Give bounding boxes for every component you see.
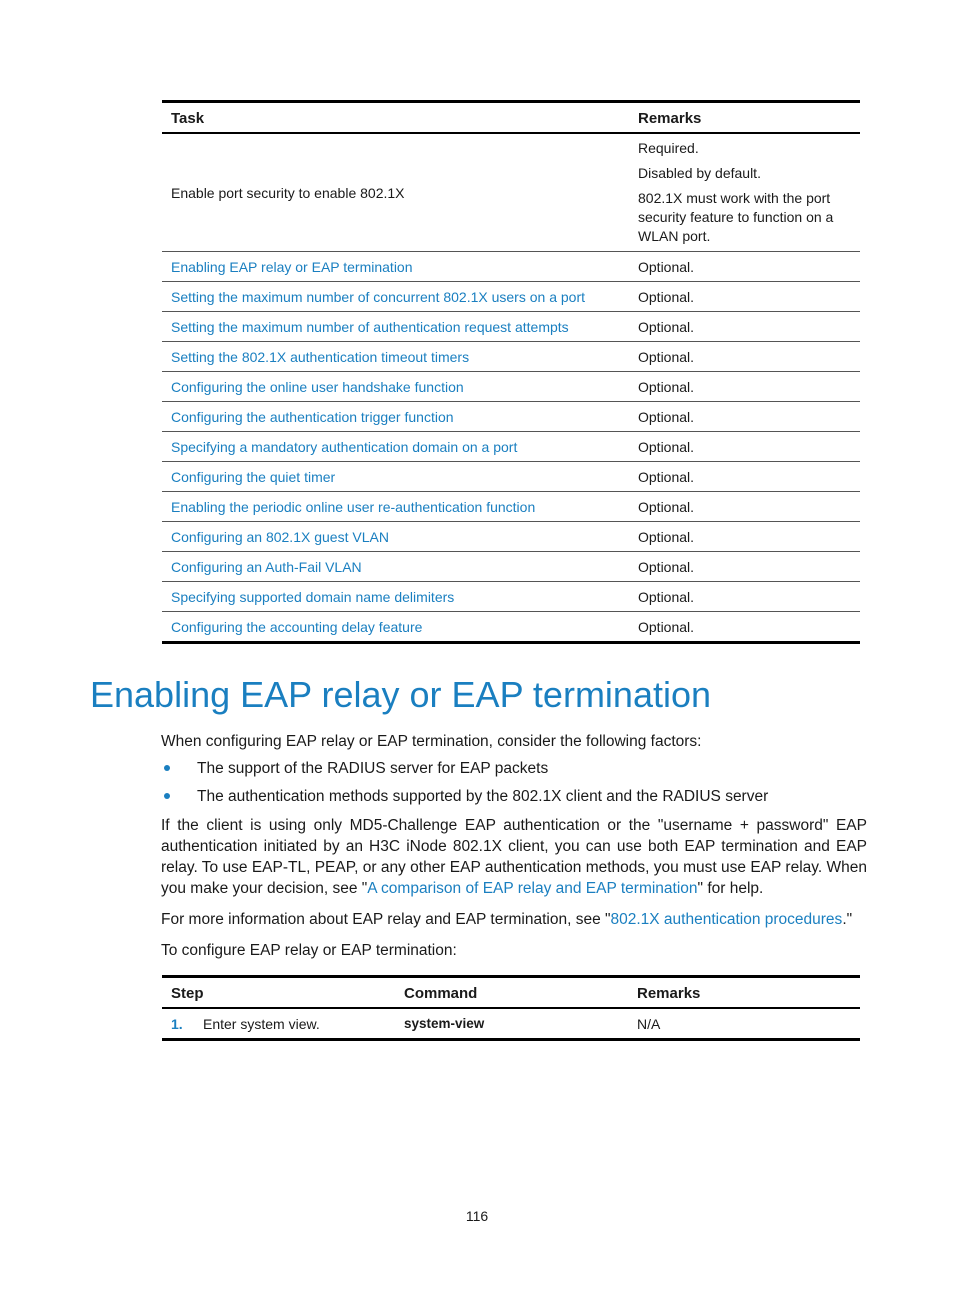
configure-paragraph: To configure EAP relay or EAP termination: [161, 942, 457, 959]
paragraph-text: " for help. [697, 880, 764, 897]
table-row [162, 252, 860, 282]
task-link[interactable]: Specifying supported domain name delimiters [171, 588, 455, 605]
table-row [162, 612, 860, 643]
remark-cell: Optional. [629, 282, 860, 312]
bullet-text: The support of the RADIUS server for EAP packets [197, 760, 549, 777]
task-link[interactable]: Specifying a mandatory authentication domain on a port [171, 438, 518, 455]
step-table-header [162, 977, 860, 1009]
choice-paragraph [161, 815, 867, 899]
task-cell [162, 582, 629, 612]
remarks-header: Remarks [629, 102, 860, 134]
table-row [162, 582, 860, 612]
more-info-paragraph [161, 909, 867, 930]
remark-line: 802.1X must work with the port security feature to function on a WLAN port. [638, 190, 834, 244]
table-row [162, 312, 860, 342]
table-row [162, 402, 860, 432]
remark-line: Required. [638, 140, 699, 156]
table-row [162, 462, 860, 492]
task-cell [162, 432, 629, 462]
procedures-link[interactable]: 802.1X authentication procedures [610, 911, 843, 928]
task-cell [162, 372, 629, 402]
section-heading: Enabling EAP relay or EAP termination [90, 674, 712, 715]
remark-cell: Optional. [629, 522, 860, 552]
list-item [161, 758, 548, 779]
table-row [162, 133, 860, 252]
step-text: Enter system view. [203, 1015, 320, 1032]
table-row [162, 552, 860, 582]
task-link[interactable]: Configuring the authentication trigger function [171, 408, 454, 425]
task-header: Task [162, 102, 629, 134]
remark-cell: N/A [637, 1015, 661, 1032]
remark-cell: Optional. [629, 402, 860, 432]
remark-cell: Optional. [629, 492, 860, 522]
table-row [162, 282, 860, 312]
step-number: 1. [171, 1015, 183, 1032]
remark-cell: Optional. [638, 618, 695, 635]
task-cell [162, 612, 629, 643]
comparison-link[interactable]: A comparison of EAP relay and EAP termination [367, 880, 698, 897]
command-header: Command [395, 977, 628, 1009]
remark-cell: Optional. [629, 372, 860, 402]
remarks-cell [629, 133, 860, 252]
task-link[interactable]: Enabling the periodic online user re-authentication function [171, 498, 536, 515]
step-header: Step [162, 977, 395, 1009]
table-row [162, 492, 860, 522]
remark-line: Disabled by default. [638, 165, 761, 181]
page-number: 116 [465, 1208, 489, 1224]
table-row [162, 522, 860, 552]
bullet-icon [164, 765, 170, 771]
task-cell [162, 282, 629, 312]
task-table-header [162, 102, 860, 134]
task-link[interactable]: Configuring an 802.1X guest VLAN [171, 528, 389, 545]
remark-cell: Optional. [629, 252, 860, 282]
task-cell [162, 552, 629, 582]
paragraph-text: For more information about EAP relay and EAP termination, see " [161, 911, 611, 928]
task-link[interactable]: Configuring the quiet timer [171, 468, 336, 485]
step-cell [162, 1008, 395, 1040]
task-link[interactable]: Configuring the online user handshake function [171, 378, 464, 395]
remark-cell: Optional. [629, 462, 860, 492]
task-cell: Enable port security to enable 802.1X [162, 133, 629, 252]
command-cell: system-view [404, 1016, 485, 1031]
task-link[interactable]: Enabling EAP relay or EAP termination [171, 258, 413, 275]
bullet-text: The authentication methods supported by the 802.1X client and the RADIUS server [197, 788, 769, 805]
intro-paragraph: When configuring EAP relay or EAP termination, consider the following factors: [161, 733, 702, 750]
remark-cell: Optional. [629, 432, 860, 462]
task-cell [162, 342, 629, 372]
remark-cell: Optional. [629, 312, 860, 342]
task-cell [162, 402, 629, 432]
remark-cell: Optional. [629, 552, 860, 582]
remark-cell: Optional. [629, 342, 860, 372]
task-link[interactable]: Setting the maximum number of authentication request attempts [171, 318, 569, 335]
task-table [162, 100, 860, 644]
bullet-icon [164, 793, 170, 799]
remark-cell: Optional. [629, 582, 860, 612]
task-cell [162, 522, 629, 552]
list-item [161, 786, 768, 807]
task-cell [162, 312, 629, 342]
task-cell [162, 462, 629, 492]
table-row [162, 1008, 860, 1040]
table-row [162, 372, 860, 402]
step-table [162, 975, 860, 1041]
paragraph-text: If the client is using only MD5-Challenge EAP authentication or the "username + password" EAP authentication initiated by an H3C iNode 802.1X client, you can use both EAP termination and EAP relay. To use EAP-TL, PEAP, or any other EAP authentication methods, you must use EAP relay. When you make your decision, see " [161, 817, 867, 897]
task-cell [162, 492, 629, 522]
task-link[interactable]: Setting the maximum number of concurrent 802.1X users on a port [171, 288, 585, 305]
table-row [162, 432, 860, 462]
table-row [162, 342, 860, 372]
task-link[interactable]: Configuring an Auth-Fail VLAN [171, 558, 362, 575]
task-link[interactable]: Setting the 802.1X authentication timeout timers [171, 348, 470, 365]
task-cell [162, 252, 629, 282]
remarks-header: Remarks [628, 977, 860, 1009]
task-link[interactable]: Configuring the accounting delay feature [171, 618, 423, 635]
paragraph-text: ." [842, 911, 853, 928]
